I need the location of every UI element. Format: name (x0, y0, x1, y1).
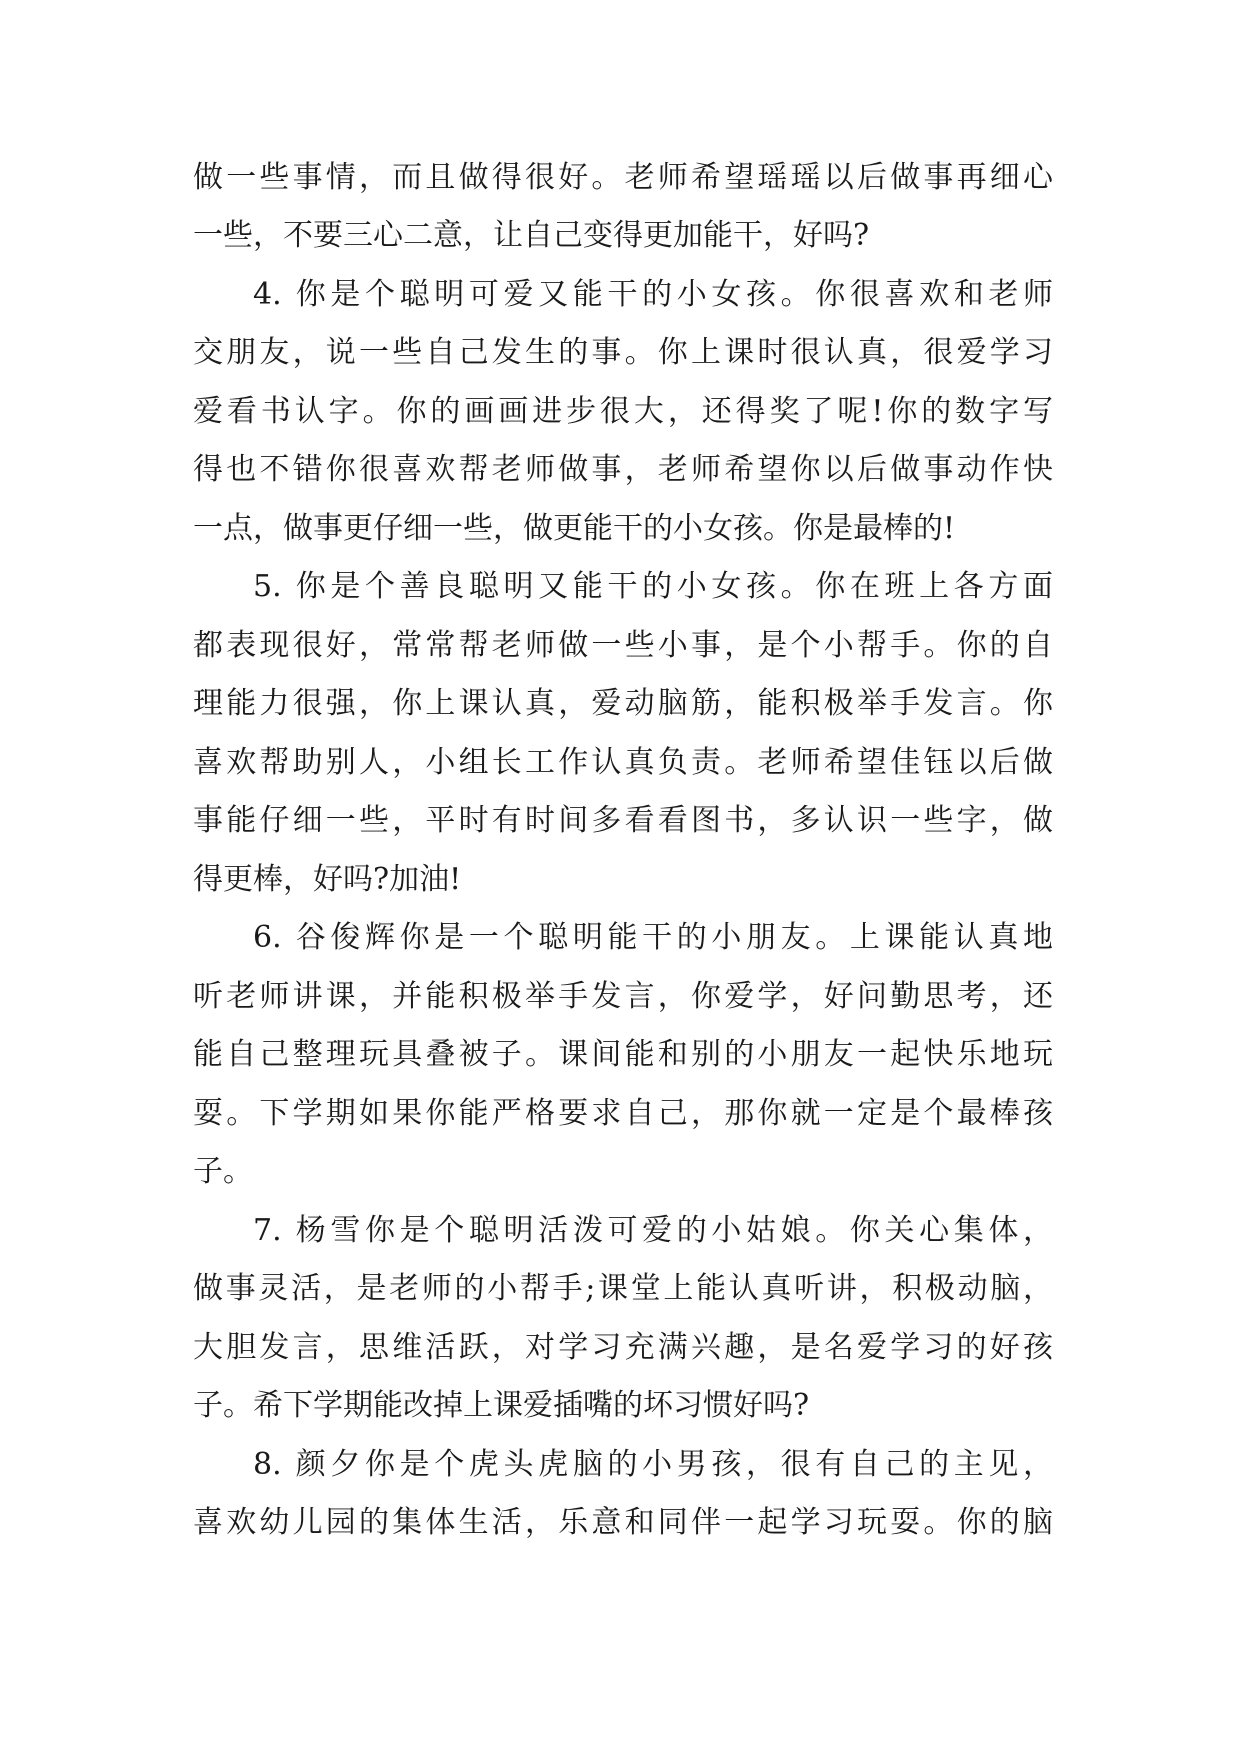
paragraph-start-line: 7. 杨雪你是个聪明活泼可爱的小姑娘。你关心集体， (253, 1213, 1053, 1248)
text-line: 大胆发言，思维活跃，对学习充满兴趣，是名爱学习的好孩 (193, 1330, 1053, 1365)
text-line: 子。 (193, 1154, 253, 1189)
text-line: 子。希下学期能改掉上课爱插嘴的坏习惯好吗? (193, 1388, 810, 1423)
text-line: 喜欢帮助别人，小组长工作认真负责。老师希望佳钰以后做 (193, 745, 1053, 780)
text-line: 听老师讲课，并能积极举手发言，你爱学，好问勤思考，还 (193, 979, 1053, 1014)
text-line: 爱看书认字。你的画画进步很大，还得奖了呢!你的数字写 (193, 394, 1053, 429)
text-line: 一些，不要三心二意，让自己变得更加能干，好吗? (193, 218, 870, 253)
paragraph-start-line: 6. 谷俊辉你是一个聪明能干的小朋友。上课能认真地 (253, 920, 1053, 955)
text-line: 喜欢幼儿园的集体生活，乐意和同伴一起学习玩耍。你的脑 (193, 1505, 1053, 1540)
paragraph-start-line: 4. 你是个聪明可爱又能干的小女孩。你很喜欢和老师 (253, 277, 1053, 312)
text-line: 做一些事情，而且做得很好。老师希望瑶瑶以后做事再细心 (193, 160, 1053, 195)
text-line: 事能仔细一些，平时有时间多看看图书，多认识一些字，做 (193, 803, 1053, 838)
paragraph-start-line: 8. 颜夕你是个虎头虎脑的小男孩，很有自己的主见， (253, 1447, 1053, 1482)
text-line: 能自己整理玩具叠被子。课间能和别的小朋友一起快乐地玩 (193, 1037, 1053, 1072)
text-line: 做事灵活，是老师的小帮手;课堂上能认真听讲，积极动脑， (193, 1271, 1053, 1306)
paragraph-start-line: 5. 你是个善良聪明又能干的小女孩。你在班上各方面 (253, 569, 1053, 604)
text-line: 得更棒，好吗?加油! (193, 862, 462, 897)
text-line: 一点，做事更仔细一些，做更能干的小女孩。你是最棒的! (193, 511, 956, 546)
text-line: 理能力很强，你上课认真，爱动脑筋，能积极举手发言。你 (193, 686, 1053, 721)
text-line: 都表现很好，常常帮老师做一些小事，是个小帮手。你的自 (193, 628, 1053, 663)
text-line: 交朋友，说一些自己发生的事。你上课时很认真，很爱学习 (193, 335, 1053, 370)
text-line: 得也不错你很喜欢帮老师做事，老师希望你以后做事动作快 (193, 452, 1053, 487)
text-line: 耍。下学期如果你能严格要求自己，那你就一定是个最棒孩 (193, 1096, 1053, 1131)
